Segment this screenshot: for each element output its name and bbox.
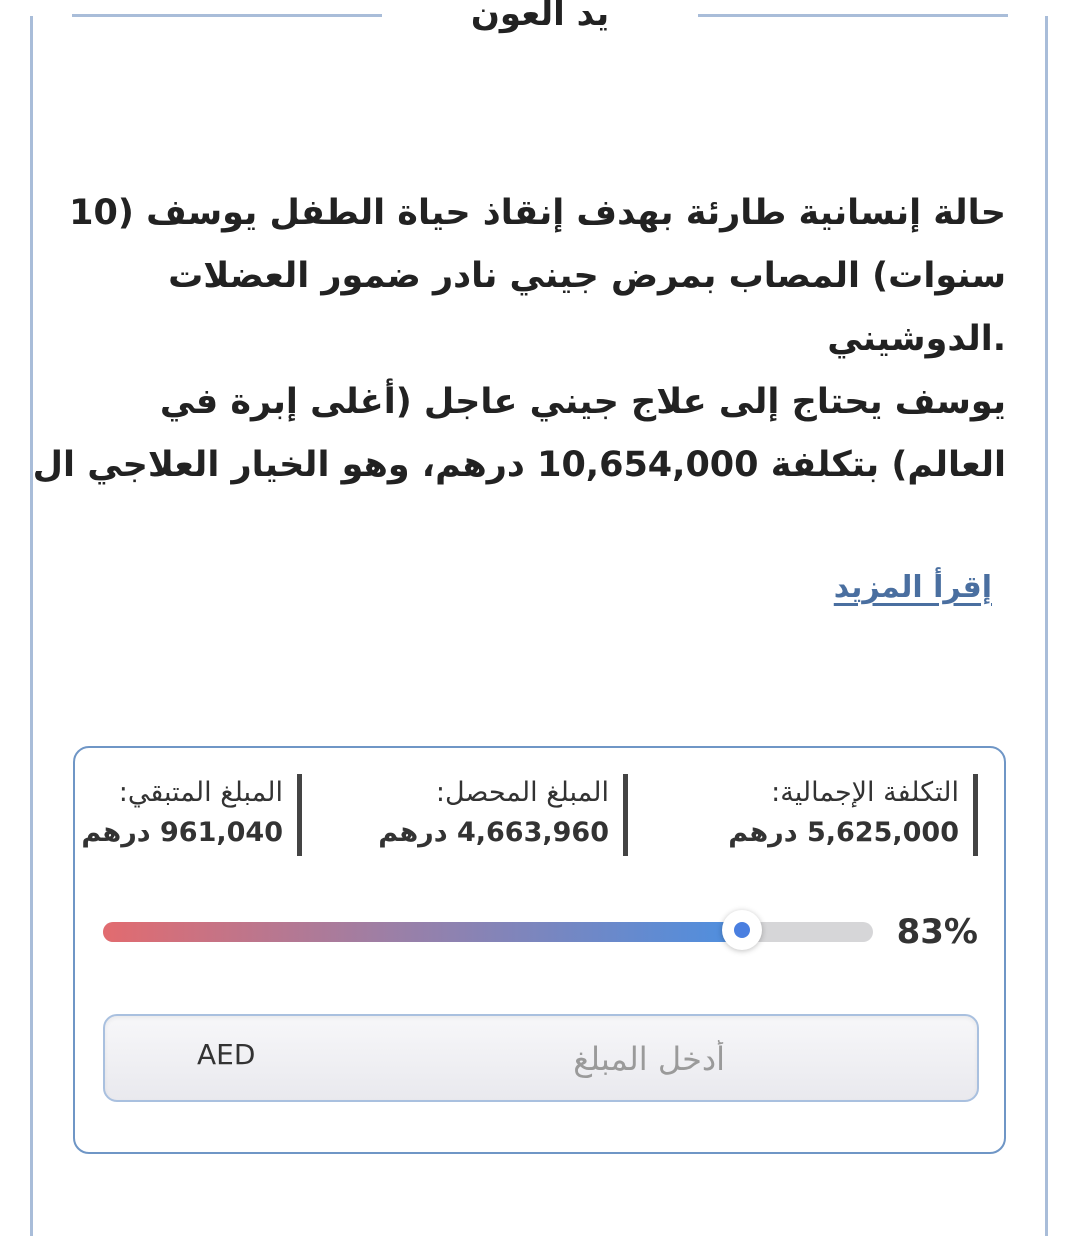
remaining-amount-label: المبلغ المتبقي:: [118, 777, 283, 808]
read-more-link[interactable]: إقرأ المزيد: [833, 570, 992, 605]
remaining-amount-value: 961,040 درهم: [81, 817, 283, 848]
campaign-description: [32, 182, 1006, 497]
progress-fill: [103, 922, 742, 942]
progress-track: [103, 922, 873, 942]
title-divider-right: [698, 14, 1008, 17]
currency-label: AED: [197, 1038, 256, 1071]
amount-input-container: [103, 1014, 979, 1102]
collected-amount-label: المبلغ المحصل:: [435, 777, 609, 808]
total-cost-value: 5,625,000 درهم: [728, 817, 959, 848]
total-cost-label: التكلفة الإجمالية:: [771, 777, 959, 808]
progress-percent: 83%: [896, 912, 978, 952]
progress-knob[interactable]: [722, 910, 762, 950]
collected-amount-stat: [378, 774, 628, 856]
total-cost-stat: [728, 774, 978, 856]
collected-amount-value: 4,663,960 درهم: [378, 817, 609, 848]
description-line-3: .الدوشيني: [827, 319, 1006, 359]
donation-card: [73, 746, 1006, 1154]
description-line-2: سنوات) المصاب بمرض جيني نادر ضمور العضلات: [168, 256, 1006, 296]
description-line-1: حالة إنسانية طارئة بهدف إنقاذ حياة الطفل يوسف (10: [69, 193, 1006, 233]
campaign-title: يد العون: [470, 0, 610, 34]
description-line-5: العالم) بتكلفة 10,654,000 درهم، وهو الخيار العلاجي ال: [32, 445, 1006, 485]
remaining-amount-stat: [81, 774, 302, 856]
description-line-4: يوسف يحتاج إلى علاج جيني عاجل (أغلى إبرة في: [159, 382, 1006, 422]
title-divider-left: [72, 14, 382, 17]
